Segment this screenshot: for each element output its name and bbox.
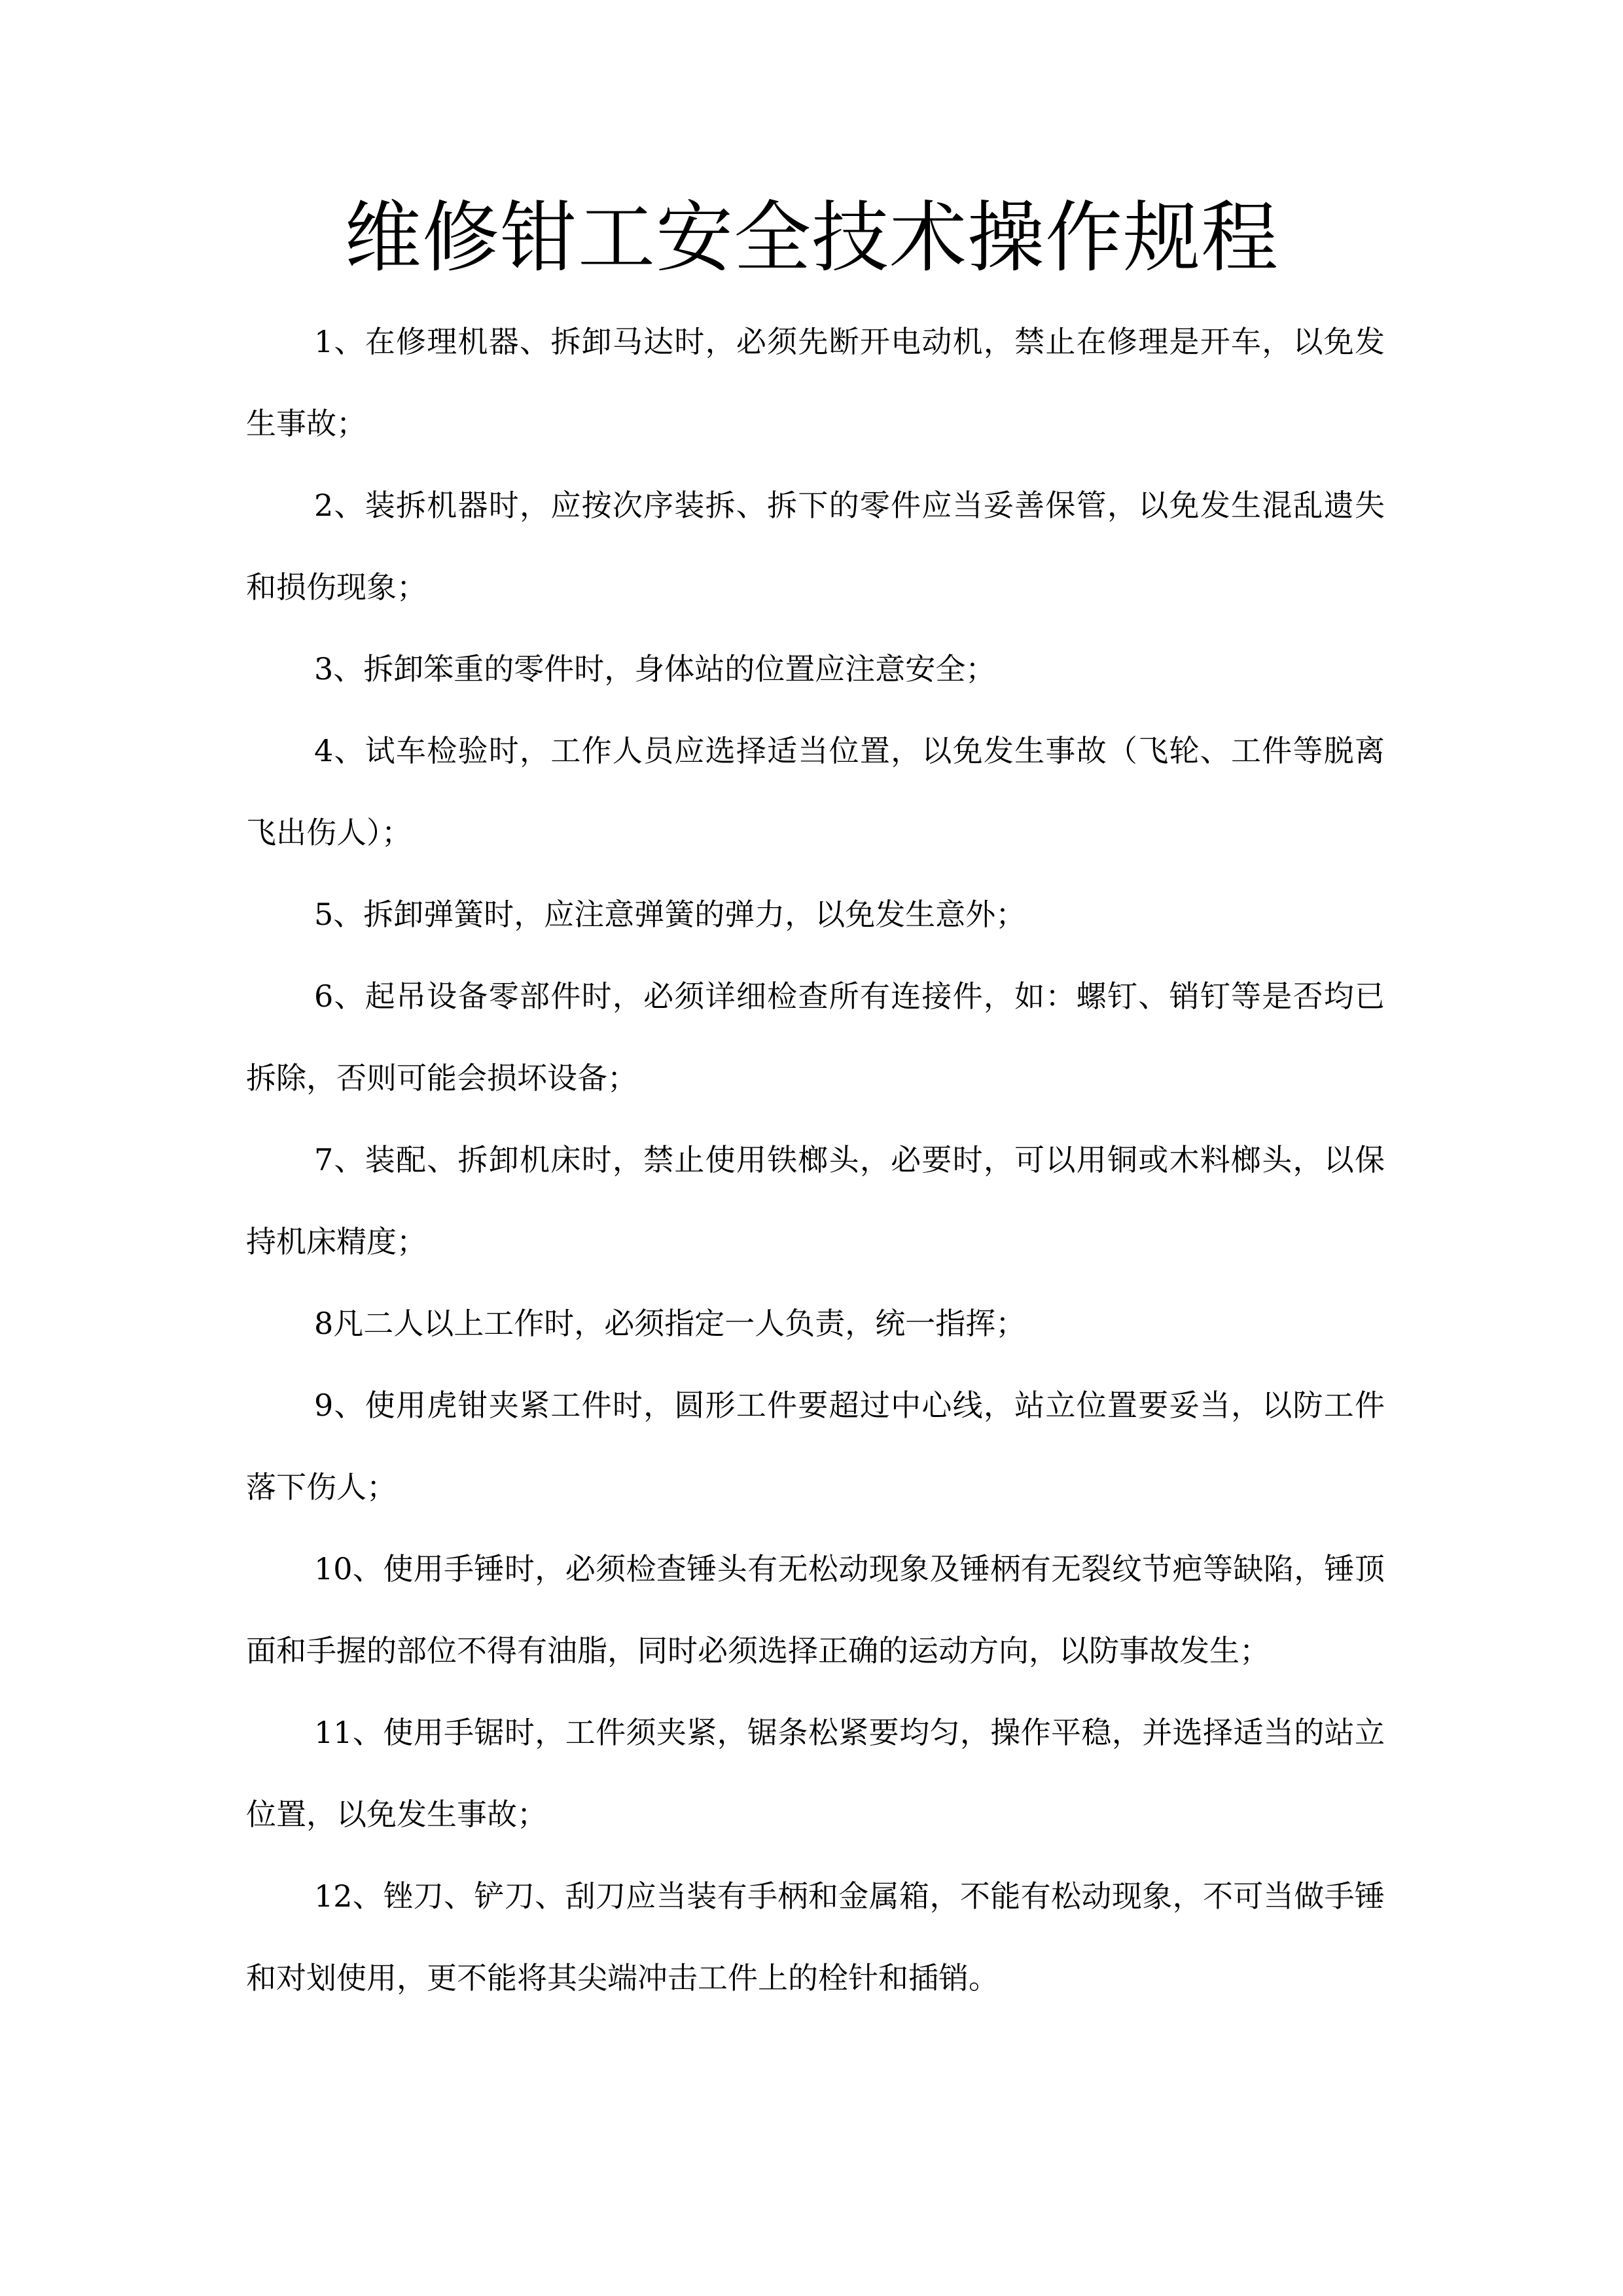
rule-paragraph-1: 1、在修理机器、拆卸马达时，必须先断开电动机，禁止在修理是开车，以免发生事故； [246, 324, 1385, 441]
rule-paragraph-5: 5、拆卸弹簧时，应注意弹簧的弹力，以免发生意外； [314, 897, 1026, 932]
rule-paragraph-10: 10、使用手锤时，必须检查锤头有无松动现象及锤柄有无裂纹节疤等缺陷，锤顶面和手握的部位不得有油脂，同时必须选择正确的运动方向，以防事故发生； [246, 1551, 1385, 1668]
rule-paragraph-2: 2、装拆机器时，应按次序装拆、拆下的零件应当妥善保管，以免发生混乱遗失和损伤现象； [246, 488, 1385, 605]
rule-paragraph-8: 8凡二人以上工作时，必须指定一人负责，统一指挥； [314, 1306, 1026, 1341]
document-title: 维修钳工安全技术操作规程 [344, 192, 1279, 283]
rule-paragraph-3: 3、拆卸笨重的零件时，身体站的位置应注意安全； [314, 651, 996, 687]
rule-paragraph-6: 6、起吊设备零部件时，必须详细检查所有连接件，如：螺钉、销钉等是否均已拆除，否则可能会损坏设备； [246, 978, 1385, 1096]
rule-paragraph-11: 11、使用手锯时，工件须夹紧，锯条松紧要均匀，操作平稳，并选择适当的站立位置，以免发生事故； [246, 1715, 1385, 1832]
rule-paragraph-4: 4、试车检验时，工作人员应选择适当位置，以免发生事故（飞轮、工件等脱离飞出伤人）； [246, 733, 1385, 850]
rule-paragraph-12: 12、锉刀、铲刀、刮刀应当装有手柄和金属箱，不能有松动现象，不可当做手锤和对划使用，更不能将其尖端冲击工件上的栓针和插销。 [246, 1878, 1385, 1996]
rule-paragraph-7: 7、装配、拆卸机床时，禁止使用铁榔头，必要时，可以用铜或木料榔头，以保持机床精度； [246, 1142, 1385, 1259]
rule-paragraph-9: 9、使用虎钳夹紧工件时，圆形工件要超过中心线，站立位置要妥当，以防工件落下伤人； [246, 1388, 1385, 1505]
document-body [246, 301, 1385, 2019]
